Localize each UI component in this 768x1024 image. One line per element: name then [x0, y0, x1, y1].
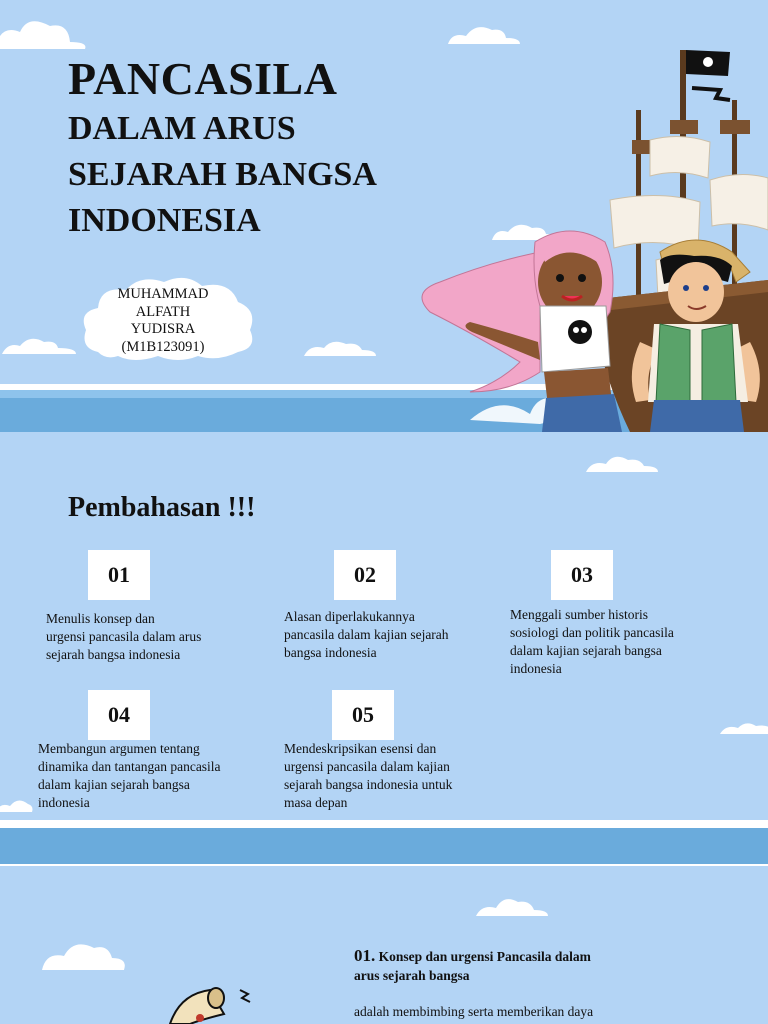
item-line: dinamika dan tantangan pancasila	[38, 759, 221, 774]
item-number-box	[334, 550, 396, 600]
author-id: (M1B123091)	[121, 338, 205, 355]
cloud-icon	[0, 796, 34, 814]
item-line: dalam kajian sejarah bangsa	[38, 777, 190, 792]
sea-band	[0, 820, 768, 864]
content-heading-number: 01.	[354, 946, 376, 965]
content-slide	[0, 866, 768, 1024]
item-line: Menggali sumber historis	[510, 607, 648, 622]
cloud-icon	[38, 938, 128, 974]
author-name-line-3: YUDISRA	[130, 321, 196, 337]
item-line: indonesia	[510, 661, 562, 676]
item-number: 05	[352, 702, 374, 727]
subtitle-line-2: SEJARAH BANGSA	[68, 156, 377, 193]
content-heading	[354, 946, 644, 985]
item-number-box	[88, 550, 150, 600]
item-number-box	[551, 550, 613, 600]
item-line: Mendeskripsikan esensi dan	[284, 741, 437, 756]
item-line: indonesia	[38, 795, 90, 810]
item-number: 03	[571, 562, 593, 587]
cloud-icon	[582, 452, 662, 474]
content-heading-line-2: arus sejarah bangsa	[354, 968, 470, 983]
cloud-icon	[472, 894, 552, 918]
girl-character-illustration	[410, 222, 650, 432]
cloud-icon	[0, 334, 80, 358]
cloud-icon	[716, 720, 768, 736]
item-description	[284, 740, 452, 812]
cannon-illustration	[160, 984, 270, 1024]
author-block	[110, 286, 216, 356]
agenda-slide	[0, 432, 768, 864]
item-line: urgensi pancasila dalam kajian	[284, 759, 450, 774]
content-body: adalah membimbing serta memberikan daya	[354, 1004, 594, 1019]
item-line: sejarah bangsa indonesia untuk	[284, 777, 453, 792]
title-slide	[0, 0, 768, 432]
item-line: pancasila dalam kajian sejarah	[284, 627, 449, 642]
cloud-icon	[300, 338, 380, 358]
section-heading: Pembahasan !!!	[68, 492, 256, 523]
boy-character-illustration	[620, 232, 768, 432]
item-number: 04	[108, 702, 130, 727]
item-description	[510, 606, 674, 678]
item-description	[46, 610, 201, 664]
item-line: Alasan diperlakukannya	[284, 609, 415, 624]
item-number: 02	[354, 562, 376, 587]
item-line: dalam kajian sejarah bangsa	[510, 643, 662, 658]
page-title: PANCASILA	[68, 53, 338, 104]
item-line: sosiologi dan politik pancasila	[510, 625, 674, 640]
item-line: Membangun argumen tentang	[38, 741, 200, 756]
item-number-box	[88, 690, 150, 740]
item-description	[284, 608, 449, 662]
item-line: bangsa indonesia	[284, 645, 377, 660]
item-line: masa depan	[284, 795, 348, 810]
item-line: sejarah bangsa indonesia	[46, 647, 181, 662]
item-number: 01	[108, 562, 130, 587]
author-name-line-1: MUHAMMAD	[117, 286, 209, 302]
author-name-line-2: ALFATH	[135, 303, 191, 320]
cloud-icon	[444, 22, 524, 48]
content-heading-line-1: Konsep dan urgensi Pancasila dalam	[378, 949, 591, 964]
subtitle-line-1: DALAM ARUS	[68, 110, 296, 147]
item-line: Menulis konsep dan	[46, 611, 155, 626]
subtitle-line-3: INDONESIA	[68, 202, 261, 239]
item-number-box	[332, 690, 394, 740]
item-line: urgensi pancasila dalam arus	[46, 629, 202, 644]
cloud-icon	[0, 14, 90, 54]
item-description	[38, 740, 221, 812]
